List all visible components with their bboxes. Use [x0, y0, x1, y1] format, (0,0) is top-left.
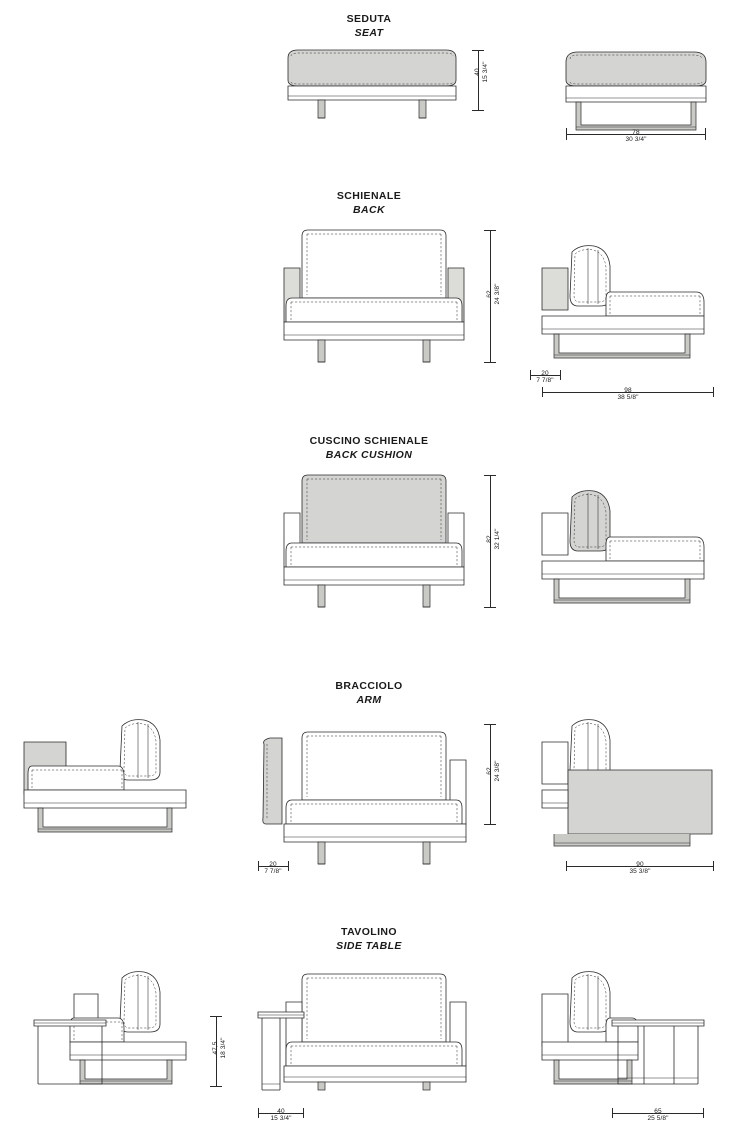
figure-arm-plan-right — [528, 714, 718, 844]
figure-seat-side — [560, 44, 710, 134]
figure-table-side-left — [14, 966, 204, 1090]
dim-tick — [484, 475, 496, 476]
dim-arm-height-in: 24 3/8" — [494, 760, 501, 782]
dim-seat-height-in: 15 3/4" — [482, 61, 489, 83]
dim-tick — [210, 1086, 222, 1087]
figure-arm-side-left — [14, 714, 204, 838]
section-title-en: BACK — [353, 204, 385, 216]
dim-tick — [484, 824, 496, 825]
section-title-tavolino — [239, 925, 499, 953]
section-title-en: SEAT — [354, 27, 384, 39]
figure-seat-front — [282, 44, 462, 124]
section-title-it: CUSCINO SCHIENALE — [309, 435, 429, 447]
dim-table-width-in: 15 3/4" — [270, 1115, 292, 1122]
dim-tick — [484, 724, 496, 725]
dim-back-depth-cm: 98 — [624, 387, 632, 394]
dim-back-height-in: 24 3/8" — [494, 283, 501, 305]
dim-table-length-in: 25 5/8" — [647, 1115, 669, 1122]
section-title-en: ARM — [356, 694, 382, 706]
dim-table-length-cm: 65 — [654, 1108, 662, 1115]
figure-back-front — [266, 222, 482, 372]
section-title-it: BRACCIOLO — [335, 680, 403, 692]
dim-arm-height-cm: 62 — [486, 767, 493, 775]
section-title-seduta — [239, 12, 499, 40]
figure-back-cushion-side — [528, 485, 718, 609]
section-title-it: TAVOLINO — [341, 926, 397, 938]
dim-tick — [705, 128, 706, 140]
section-title-cuscino — [239, 434, 499, 462]
dim-tick — [484, 607, 496, 608]
figure-back-cushion-front — [266, 467, 482, 617]
dim-tick — [472, 110, 484, 111]
dim-arm-thickness-in: 7 7/8" — [264, 868, 282, 875]
figure-table-side-right — [528, 966, 718, 1090]
dim-arm-width-in: 35 3/8" — [629, 868, 651, 875]
figure-arm-front — [250, 714, 482, 864]
dim-back-thickness-cm: 20 — [541, 370, 549, 377]
figure-table-front — [250, 966, 482, 1090]
dim-tick — [484, 362, 496, 363]
section-title-en: BACK CUSHION — [325, 449, 413, 461]
section-title-en: SIDE TABLE — [336, 940, 402, 952]
dim-seat-depth-cm: 78 — [632, 129, 640, 136]
dim-tick — [484, 230, 496, 231]
dim-back-thickness-in: 7 7/8" — [536, 377, 554, 384]
dim-tick — [542, 387, 543, 397]
dim-table-width-cm: 40 — [277, 1108, 285, 1115]
dim-tick — [713, 861, 714, 871]
section-title-bracciolo — [239, 679, 499, 707]
dim-tick — [566, 128, 567, 140]
dim-cushion-height-cm: 82 — [486, 535, 493, 543]
dim-seat-depth-in: 30 3/4" — [625, 136, 647, 143]
section-title-schienale — [239, 189, 499, 217]
dim-tick — [210, 1016, 222, 1017]
dim-tick — [566, 861, 567, 871]
dim-cushion-height-in: 32 1/4" — [494, 528, 501, 550]
dim-table-height-cm: 47,5 — [212, 1041, 219, 1055]
dim-table-height-in: 18 3/4" — [220, 1037, 227, 1059]
dim-arm-thickness-cm: 20 — [269, 861, 277, 868]
dim-back-height-cm: 62 — [486, 290, 493, 298]
figure-back-side — [528, 240, 718, 364]
dim-arm-width-cm: 90 — [636, 861, 644, 868]
section-title-it: SCHIENALE — [336, 190, 402, 202]
dim-back-depth-in: 38 5/8" — [617, 394, 639, 401]
dim-seat-height-cm: 40 — [474, 68, 481, 76]
dim-tick — [713, 387, 714, 397]
section-title-it: SEDUTA — [346, 13, 392, 25]
